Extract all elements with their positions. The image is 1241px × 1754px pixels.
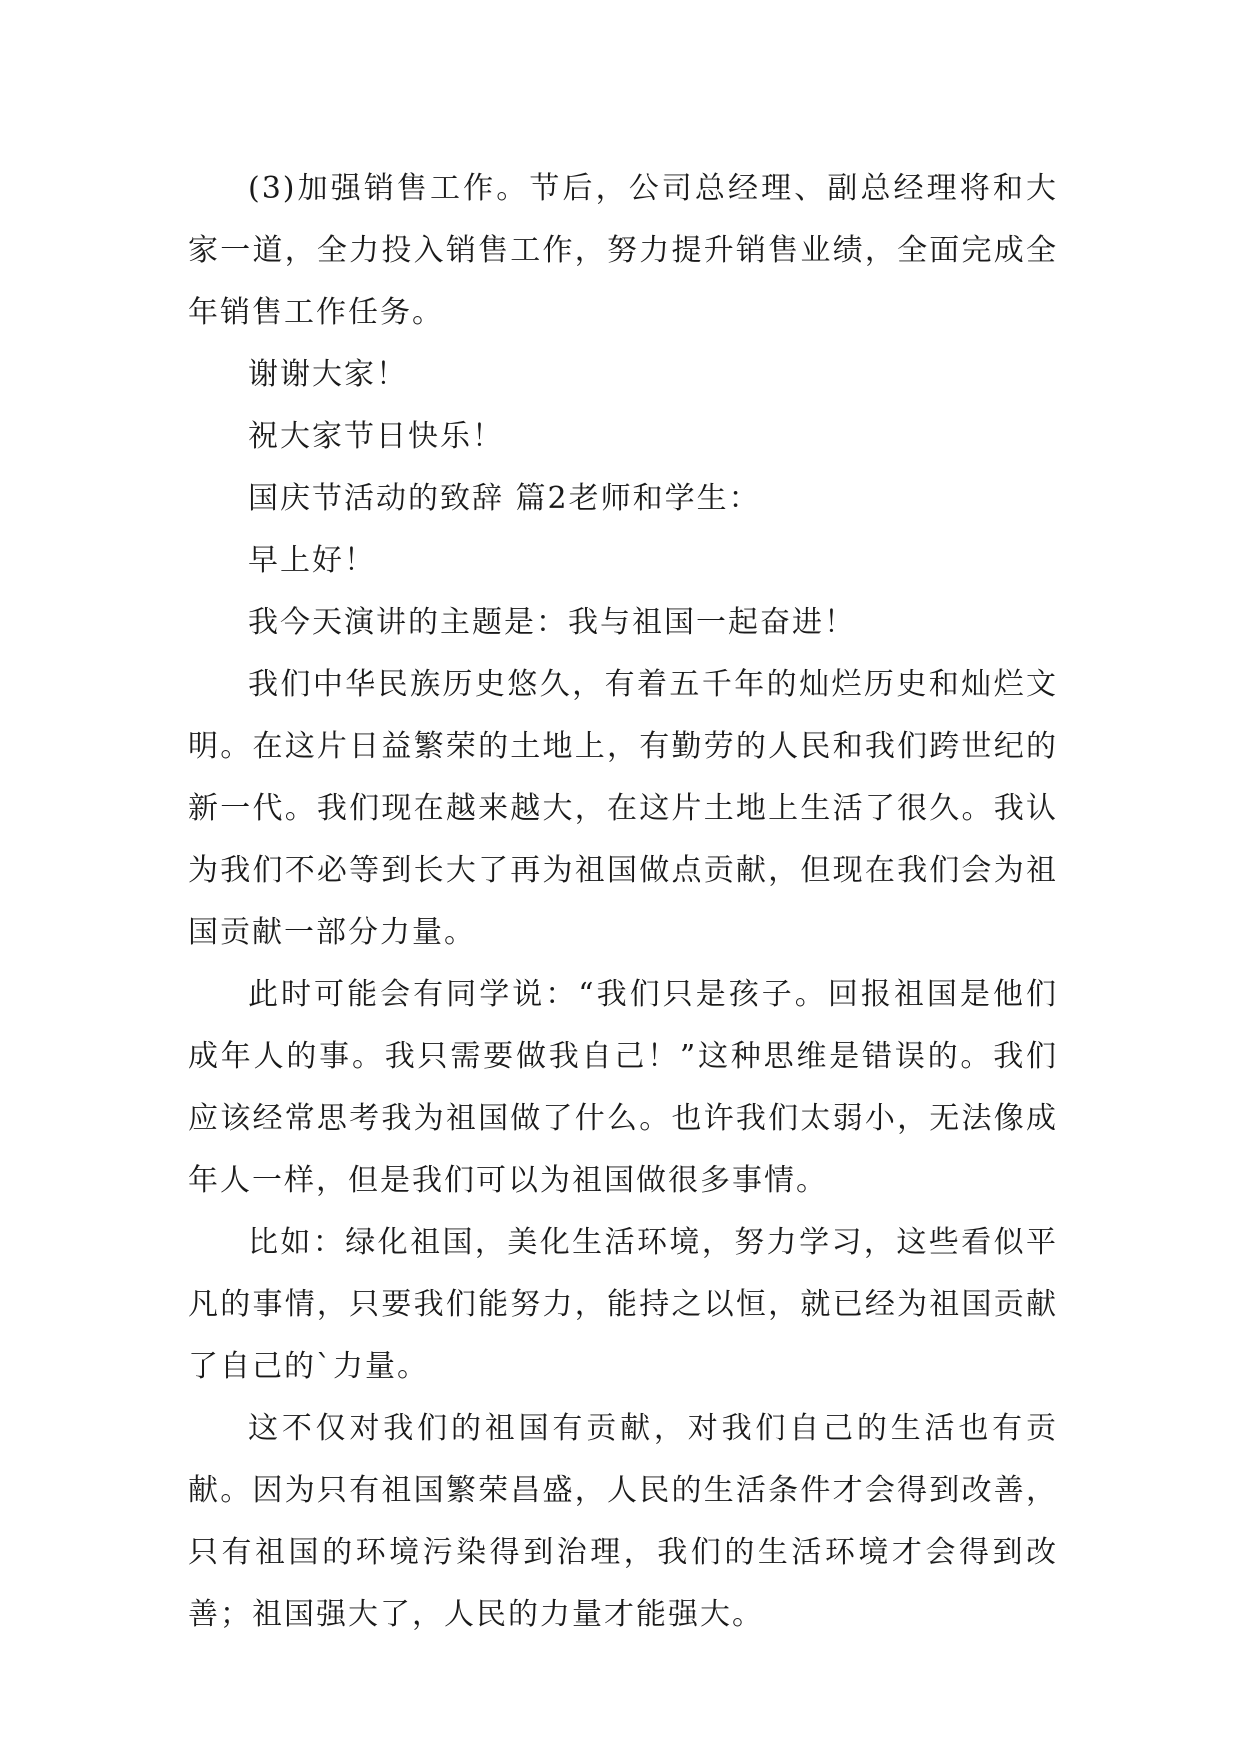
paragraph-greeting: 早上好！ xyxy=(248,543,376,578)
paragraph-children-role: 此时可能会有同学说：“我们只是孩子。回报祖国是他们成年人的事。我只需要做我自己！”这种思维是错误的。我们应该经常思考我为祖国做了什么。也许我们太弱小，无法像成年人一样，但是我们可以为祖国做很多事情。 xyxy=(188,977,1058,1198)
document-body xyxy=(188,158,1058,1646)
paragraph-sales-work: (3)加强销售工作。节后，公司总经理、副总经理将和大家一道，全力投入销售工作，努力提升销售业绩，全面完成全年销售工作任务。 xyxy=(188,171,1058,330)
paragraph-topic: 我今天演讲的主题是：我与祖国一起奋进！ xyxy=(248,605,856,640)
paragraph-thanks: 谢谢大家！ xyxy=(248,357,408,392)
paragraph-conclusion: 这不仅对我们的祖国有贡献，对我们自己的生活也有贡献。因为只有祖国繁荣昌盛，人民的生活条件才会得到改善，只有祖国的环境污染得到治理，我们的生活环境才会得到改善；祖国强大了，人民的力量才能强大。 xyxy=(188,1411,1058,1632)
paragraph-examples: 比如：绿化祖国，美化生活环境，努力学习，这些看似平凡的事情，只要我们能努力，能持之以恒，就已经为祖国贡献了自己的`力量。 xyxy=(188,1225,1058,1384)
paragraph-speech-heading: 国庆节活动的致辞 篇2老师和学生： xyxy=(248,481,761,516)
paragraph-history: 我们中华民族历史悠久，有着五千年的灿烂历史和灿烂文明。在这片日益繁荣的土地上，有勤劳的人民和我们跨世纪的新一代。我们现在越来越大，在这片土地上生活了很久。我认为我们不必等到长大了再为祖国做点贡献，但现在我们会为祖国贡献一部分力量。 xyxy=(188,667,1058,950)
paragraph-holiday-wishes: 祝大家节日快乐！ xyxy=(248,419,504,454)
